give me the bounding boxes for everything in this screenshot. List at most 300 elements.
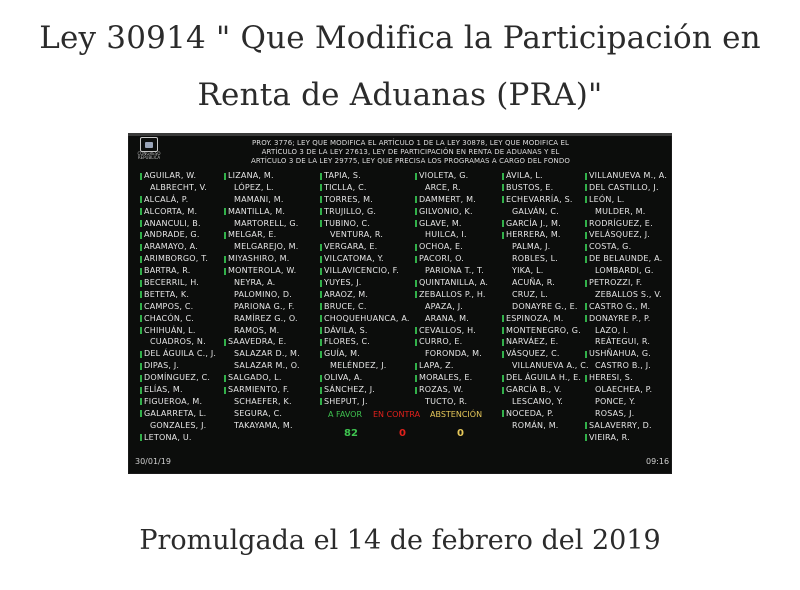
vote-marker [224,387,226,394]
legislator-name: MELGAREJO, M. [234,242,299,252]
legislator-row [502,325,589,337]
legislator-column-5 [502,170,589,432]
legislator-name: CRUZ, L. [512,289,549,299]
legislator-row [585,313,667,325]
vote-marker [585,280,587,287]
legislator-name: GUÍA, M. [324,349,361,359]
legislator-row [140,432,216,444]
legislator-row [502,348,589,360]
vote-marker [140,220,142,227]
vote-marker [224,268,226,275]
vote-marker [585,256,587,263]
legislator-name: CAMPOS, C. [144,301,194,311]
legislator-row [224,396,300,408]
vote-marker [502,196,504,203]
legislator-name: VILLAVICENCIO, F. [324,266,399,276]
vote-marker [140,363,142,370]
legislator-name: SALAZAR D., M. [234,349,300,359]
vote-marker [502,375,504,382]
legislator-name: TICLLA, C. [324,182,367,192]
legislator-row [502,229,589,241]
legislator-row [502,384,589,396]
legislator-name: ACUÑA, R. [512,278,555,288]
legislator-name: LAZO, I. [595,325,629,335]
bill-line-2: ARTÍCULO 3 DE LA LEY 27613, LEY DE PARTICIPACIÓN EN RENTA DE ADUANAS Y EL [261,148,560,156]
vote-marker [320,291,322,298]
vote-marker [140,303,142,310]
legislator-row [224,265,300,277]
legislator-row [585,289,667,301]
legislator-name: DEL ÁGUILA C., J. [144,349,217,359]
legislator-row [140,277,216,289]
legislator-name: PARIONA T., T. [425,266,484,276]
vote-marker [585,244,587,251]
legislator-row [415,218,488,230]
legislator-name: HERRERA, M. [506,230,561,240]
vote-marker [502,315,504,322]
board-frame [128,133,672,136]
vote-marker [502,410,504,417]
tally-contra-label: EN CONTRA [373,410,421,419]
legislator-name: NARVÁEZ, E. [506,337,559,347]
legislator-name: NOCEDA, P. [506,408,554,418]
legislator-row [224,348,300,360]
legislator-row [320,182,410,194]
vote-marker [140,434,142,441]
legislator-name: VIOLETA, G. [419,171,469,180]
legislator-row [224,301,300,313]
vote-marker [585,422,587,429]
legislator-name: BECERRIL, H. [144,278,200,288]
legislator-name: ALBRECHT, V. [150,182,207,192]
vote-marker [415,363,417,370]
legislator-name: ARAMAYO, A. [144,242,198,252]
vote-marker [140,387,142,394]
legislator-name: AGUILAR, W. [144,171,197,180]
legislator-name: CURRO, E. [419,337,463,347]
legislator-name: MELGAR, E. [228,230,277,240]
legislator-name: DE BELAUNDE, A. [589,254,663,264]
vote-marker [320,303,322,310]
legislator-row [585,432,667,444]
legislator-name: GALARRETA, L. [144,408,207,418]
tally-abstencion-label: ABSTENCIÓN [430,410,483,419]
legislator-row [415,241,488,253]
legislator-name: SÁNCHEZ, J. [324,385,376,395]
legislator-row [502,396,589,408]
legislator-row [415,170,488,182]
legislator-row [224,336,300,348]
vote-marker [585,196,587,203]
congress-logo [134,137,164,163]
legislator-name: FLORES, C. [324,337,370,347]
legislator-row [585,348,667,360]
legislator-name: BUSTOS, E. [506,182,554,192]
legislator-name: MARTORELL, G. [234,218,299,228]
legislator-row [415,289,488,301]
vote-marker [140,398,142,405]
vote-marker [224,173,226,180]
vote-marker [140,268,142,275]
legislator-name: ROSAS, J. [595,408,635,418]
legislator-row [140,170,216,182]
board-time: 09:16 [646,457,670,466]
legislator-row [320,360,410,372]
legislator-row [140,396,216,408]
legislator-name: FIGUEROA, M. [144,396,203,406]
vote-marker [140,244,142,251]
vote-marker [320,268,322,275]
legislator-name: ZEBALLOS S., V. [595,289,662,299]
legislator-name: APAZA, J. [425,301,463,311]
legislator-row [320,206,410,218]
legislator-row [585,229,667,241]
vote-marker [415,339,417,346]
legislator-name: DEL ÁGUILA H., E. [506,373,582,383]
legislator-name: GLAVE, M. [419,218,462,228]
legislator-name: MIYASHIRO, M. [228,254,290,264]
legislator-name: ALCALÁ, P. [144,194,189,204]
voting-board-photo [128,133,672,474]
legislator-name: OLIVA, A. [324,373,363,383]
legislator-name: RAMOS, M. [234,325,280,335]
legislator-row [224,194,300,206]
legislator-row [415,396,488,408]
legislator-name: PARIONA G., F. [234,301,295,311]
vote-marker [140,410,142,417]
legislator-name: LAPA, Z. [419,361,454,371]
legislator-row [415,372,488,384]
legislator-row [585,336,667,348]
legislator-row [140,372,216,384]
legislator-name: ROBLES, L. [512,254,559,264]
legislator-row [140,241,216,253]
legislator-row [140,420,216,432]
legislator-row [140,206,216,218]
vote-marker [502,387,504,394]
legislator-name: RODRÍGUEZ, E. [589,218,653,228]
legislator-name: COSTA, G. [589,242,632,252]
legislator-name: LOMBARDI, G. [595,266,654,276]
legislator-name: LESCANO, Y. [512,396,564,406]
vote-marker [140,208,142,215]
vote-marker [415,256,417,263]
legislator-name: VÁSQUEZ, C. [506,349,560,359]
legislator-row [585,420,667,432]
legislator-name: HUILCA, I. [425,230,467,240]
legislator-name: ARCE, R. [425,182,461,192]
legislator-row [140,229,216,241]
legislator-name: CASTRO B., J. [595,361,652,371]
legislator-name: VENTURA, R. [330,230,384,240]
legislator-name: SHEPUT, J. [324,396,368,406]
legislator-row [320,325,410,337]
legislator-row [140,253,216,265]
vote-marker [585,173,587,180]
legislator-row [415,313,488,325]
bill-line-3: ARTÍCULO 3 DE LA LEY 29775, LEY QUE PRECISA LOS PROGRAMAS A CARGO DEL FONDO [251,157,570,165]
legislator-row [585,360,667,372]
legislator-name: VILLANUEVA M., A. [589,171,668,180]
vote-marker [502,184,504,191]
legislator-row [502,265,589,277]
legislator-row [140,182,216,194]
legislator-row [140,360,216,372]
legislator-row [585,384,667,396]
promulgation-date: Promulgada el 14 de febrero del 2019 [139,525,661,556]
vote-marker [502,173,504,180]
legislator-name: GALVÁN, C. [512,206,559,216]
legislator-row [502,218,589,230]
legislator-name: MULDER, M. [595,206,646,216]
legislator-row [320,218,410,230]
vote-marker [140,375,142,382]
legislator-row [585,241,667,253]
legislator-name: ROMÁN, M. [512,420,559,430]
vote-marker [502,232,504,239]
vote-marker [140,196,142,203]
legislator-row [224,218,300,230]
legislator-name: CHACÓN, C. [144,313,195,323]
legislator-row [502,194,589,206]
vote-marker [502,327,504,334]
legislator-row [224,206,300,218]
vote-marker [585,303,587,310]
vote-marker [502,220,504,227]
legislator-row [320,372,410,384]
legislator-name: DAMMERT, M. [419,194,476,204]
legislator-row [140,325,216,337]
legislator-row [415,348,488,360]
legislator-row [224,325,300,337]
legislator-name: DONAYRE P., P. [589,313,651,323]
vote-marker [224,339,226,346]
legislator-name: LÓPEZ, L. [234,182,274,192]
legislator-name: ANDRADE, G. [144,230,200,240]
legislator-name: LEÓN, L. [589,194,625,204]
legislator-name: GILVONIO, K. [419,206,473,216]
legislator-name: SALAZAR M., O. [234,361,300,371]
vote-marker [224,256,226,263]
title-line-1: Ley 30914 " Que Modifica la Participación en [39,20,761,56]
vote-marker [320,208,322,215]
vote-marker [415,208,417,215]
vote-marker [140,232,142,239]
vote-marker [140,315,142,322]
legislator-row [320,289,410,301]
legislator-row [320,241,410,253]
legislator-row [585,218,667,230]
legislator-row [585,277,667,289]
legislator-name: CHIHUÁN, L. [144,325,196,335]
vote-marker [415,291,417,298]
legislator-name: SCHAEFER, K. [234,396,292,406]
legislator-row [585,206,667,218]
board-date: 30/01/19 [135,457,171,466]
vote-marker [415,280,417,287]
legislator-row [502,277,589,289]
vote-marker [320,398,322,405]
congress-emblem-icon [140,137,158,152]
legislator-name: MONTEROLA, W. [228,266,297,276]
legislator-row [415,229,488,241]
legislator-name: NEYRA, A. [234,278,276,288]
legislator-row [502,206,589,218]
legislator-row [415,265,488,277]
legislator-name: RAMÍREZ G., O. [234,313,298,323]
vote-marker [320,375,322,382]
legislator-row [224,229,300,241]
legislator-row [585,253,667,265]
legislator-row [320,396,410,408]
legislator-row [320,170,410,182]
legislator-row [320,301,410,313]
legislator-name: GONZALES, J. [150,420,207,430]
legislator-row [502,289,589,301]
legislator-row [140,348,216,360]
vote-marker [415,387,417,394]
legislator-row [585,325,667,337]
vote-marker [502,351,504,358]
legislator-name: VILCATOMA, Y. [324,254,384,264]
legislator-row [140,218,216,230]
legislator-row [140,336,216,348]
vote-marker [585,232,587,239]
vote-marker [320,315,322,322]
legislator-name: PONCE, Y. [595,396,636,406]
legislator-name: MAMANI, M. [234,194,284,204]
legislator-name: ELÍAS, M. [144,385,183,395]
legislator-name: PETROZZI, F. [589,278,643,288]
legislator-name: MORALES, E. [419,373,473,383]
legislator-name: TUBINO, C. [324,218,371,228]
legislator-row [140,313,216,325]
legislator-name: ECHEVARRÍA, S. [506,194,573,204]
legislator-name: CEVALLOS, H. [419,325,476,335]
legislator-row [415,206,488,218]
legislator-name: LETONA, U. [144,432,192,442]
legislator-row [320,384,410,396]
vote-marker [320,173,322,180]
legislator-row [224,277,300,289]
legislator-row [502,241,589,253]
legislator-row [320,229,410,241]
legislator-name: QUINTANILLA, A. [419,278,489,288]
legislator-row [502,336,589,348]
legislator-name: OLAECHEA, P. [595,385,653,395]
legislator-row [140,194,216,206]
legislator-name: OCHOA, E. [419,242,464,252]
legislator-row [585,408,667,420]
legislator-row [224,360,300,372]
legislator-row [224,170,300,182]
legislator-row [224,241,300,253]
tally-contra-count: 0 [399,428,406,439]
legislator-row [415,325,488,337]
legislator-name: VIEIRA, R. [589,432,630,442]
vote-marker [320,196,322,203]
legislator-row [140,289,216,301]
legislator-row [585,301,667,313]
legislator-row [415,277,488,289]
vote-marker [224,208,226,215]
legislator-name: CASTRO G., M. [589,301,651,311]
legislator-row [320,194,410,206]
legislator-name: SARMIENTO, F. [228,385,290,395]
legislator-name: MANTILLA, M. [228,206,286,216]
legislator-name: ZEBALLOS P., H. [419,289,486,299]
vote-marker [415,173,417,180]
legislator-row [415,301,488,313]
legislator-name: ANANCULI, B. [144,218,201,228]
vote-marker [415,220,417,227]
legislator-name: GARCÍA J., M. [506,218,561,228]
legislator-row [415,384,488,396]
legislator-name: BRUCE, C. [324,301,367,311]
legislator-name: SAAVEDRA, E. [228,337,287,347]
legislator-row [415,336,488,348]
legislator-column-6 [585,170,667,443]
legislator-row [585,396,667,408]
legislator-name: ARIMBORGO, T. [144,254,209,264]
legislator-name: REÁTEGUI, R. [595,337,651,347]
vote-marker [585,375,587,382]
legislator-name: YIKA, L. [512,266,544,276]
legislator-name: MELÉNDEZ, J. [330,361,387,371]
legislator-row [224,289,300,301]
vote-marker [140,351,142,358]
legislator-name: PALMA, J. [512,242,551,252]
legislator-row [224,182,300,194]
legislator-name: USHÑAHUA, G. [589,349,651,359]
legislator-name: ALCORTA, M. [144,206,198,216]
vote-marker [320,256,322,263]
bill-line-1: PROY. 3776; LEY QUE MODIFICA EL ARTÍCULO 1 DE LA LEY 30878, LEY QUE MODIFICA EL [251,139,570,147]
vote-marker [224,232,226,239]
vote-marker [224,375,226,382]
legislator-name: SEGURA, C. [234,408,283,418]
legislator-name: BETETA, K. [144,289,190,299]
legislator-row [415,253,488,265]
vote-marker [140,280,142,287]
legislator-row [140,384,216,396]
legislator-column-1 [140,170,216,443]
vote-marker [140,291,142,298]
legislator-name: PALOMINO, D. [234,289,292,299]
vote-marker [415,244,417,251]
legislator-row [224,384,300,396]
vote-marker [140,173,142,180]
legislator-name: ROZAS, W. [419,385,464,395]
legislator-name: DIPAS, J. [144,361,180,371]
legislator-row [140,265,216,277]
legislator-row [502,372,589,384]
legislator-name: FORONDA, M. [425,349,482,359]
legislator-row [224,313,300,325]
vote-marker [585,315,587,322]
legislator-row [224,253,300,265]
legislator-name: YUYES, J. [324,278,362,288]
legislator-name: HERESI, S. [589,373,633,383]
vote-marker [320,184,322,191]
vote-marker [320,387,322,394]
legislator-name: DEL CASTILLO, J. [589,182,659,192]
legislator-row [320,253,410,265]
vote-marker [320,351,322,358]
vote-marker [140,327,142,334]
legislator-row [140,301,216,313]
legislator-name: ESPINOZA, M. [506,313,564,323]
